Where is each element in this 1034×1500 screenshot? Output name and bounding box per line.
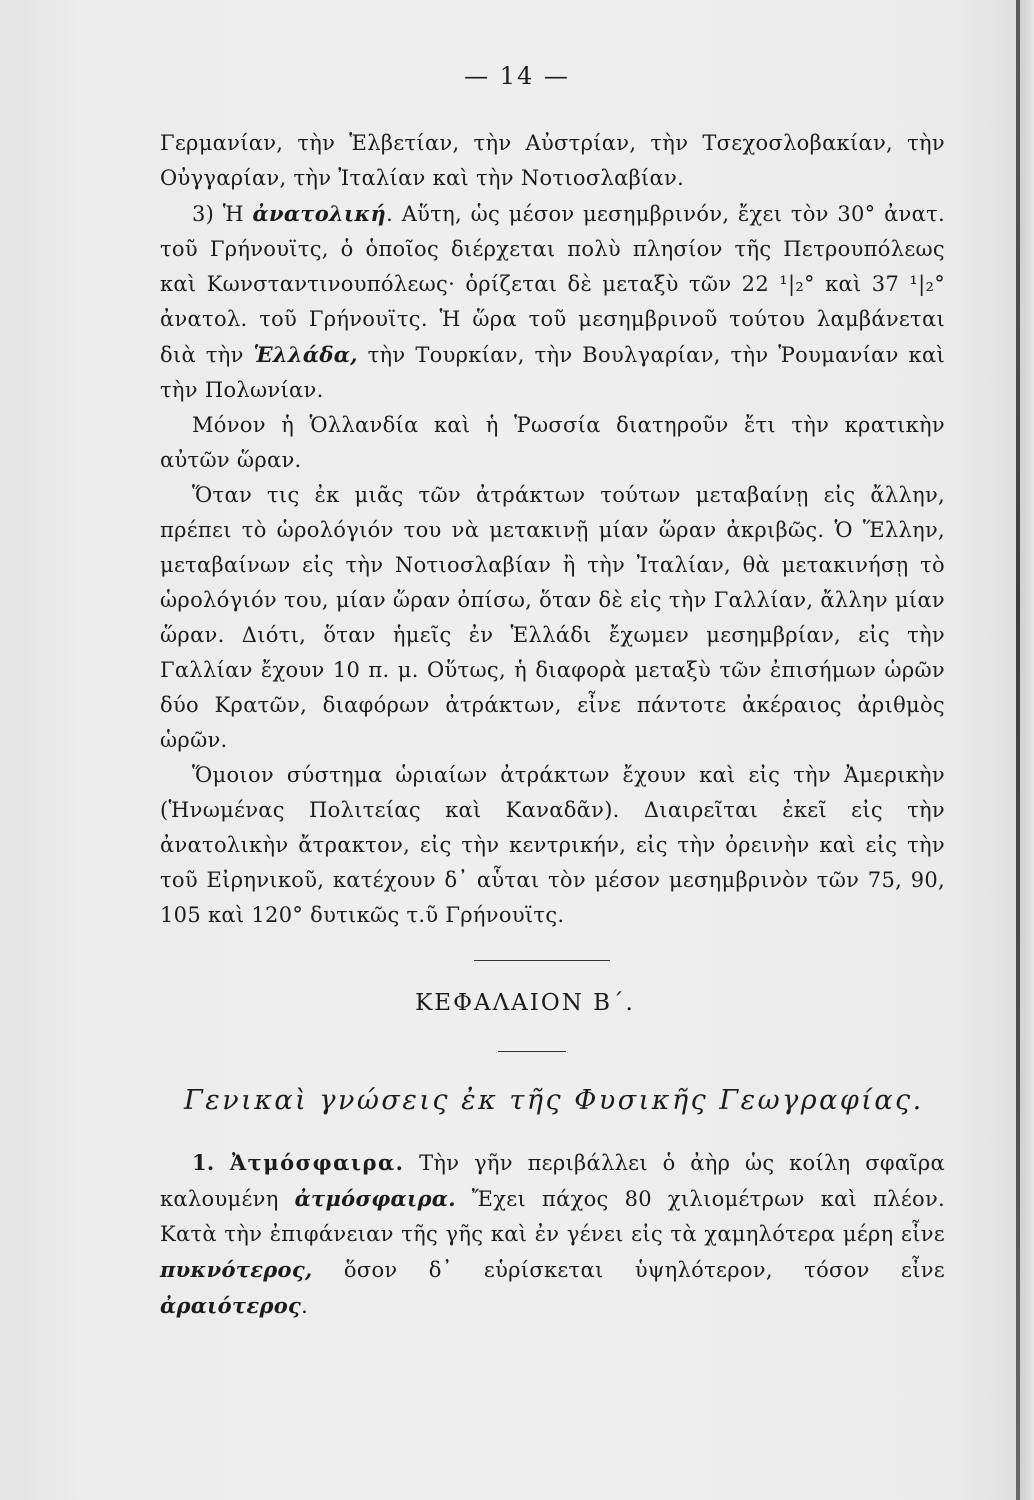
text-run: Ἔχει πάχος 80 χιλιομέτρων καὶ πλέον. Κατὰ τὴν ἐπιφάνειαν τῆς γῆς καὶ ἐν γένει εἰς τὰ χαμηλότερα μέρη εἶνε xyxy=(160,1187,946,1246)
text-run: Μόνον ἡ Ὁλλανδία καὶ ἡ Ῥωσσία διατηροῦν ἔτι τὴν κρατικὴν αὐτῶν ὥραν. xyxy=(160,413,945,472)
divider-rule-bottom xyxy=(498,1051,566,1052)
text-run: τὴν Τουρκίαν, τὴν Βουλγαρίαν, τὴν Ῥουμανίαν καὶ τὴν Πολωνίαν. xyxy=(160,343,945,402)
text-run: ὅσον δ᾽ εὑρίσκεται ὑψηλότερον, τόσον εἶνε xyxy=(312,1258,945,1282)
text-run: Ὅταν τις ἐκ μιᾶς τῶν ἀτράκτων τούτων μεταβαίνῃ εἰς ἄλλην, πρέπει τὸ ὡρολόγιόν του νὰ μετακινῇ μίαν ὥραν ἀκριβῶς. Ὁ Ἕλλην, μεταβαίνων εἰς τὴν Νοτιοσλαβίαν ἢ τὴν Ἰταλίαν, θὰ μετακινήσῃ τὸ ὡρολόγιόν του, μίαν ὥραν ὀπίσω, ὅταν δὲ εἰς τὴν Γαλλίαν, ἄλλην μίαν ὥραν. Διότι, ὅταν ἡμεῖς ἐν Ἑλλάδι ἔχωμεν μεσημβρίαν, εἰς τὴν Γαλλίαν ἔχουν 10 π. μ. Οὕτως, ἡ διαφορὰ μεταξὺ τῶν ἐπισήμων ὡρῶν δύο Κρατῶν, διαφόρων ἀτράκτων, εἶνε πάντοτε ἀκέραιος ἀριθμὸς ὡρῶν. xyxy=(160,483,945,752)
text-run: . xyxy=(301,1294,309,1318)
paragraph-america-zones xyxy=(160,758,945,933)
emphasized-term: ἀτμόσφαιρα. xyxy=(294,1186,456,1211)
paragraph-holland-russia xyxy=(160,408,945,478)
paragraph-continuation xyxy=(160,126,945,196)
page-gutter-shadow xyxy=(1020,0,1034,1500)
paragraph-atmosphere xyxy=(160,1145,945,1324)
item-heading: Ἀτμόσφαιρα. xyxy=(229,1150,405,1175)
page-number: — 14 — xyxy=(464,62,570,90)
text-run: Τὴν γῆν περιβάλλει ὁ ἀὴρ ὡς κοίλη σφαῖρα καλουμένη xyxy=(160,1151,946,1211)
paragraph-time-change xyxy=(160,478,945,758)
chapter-heading: ΚΕΦΑΛΑΙΟΝ Β΄. xyxy=(415,990,635,1016)
page-binding-edge xyxy=(1016,0,1020,1500)
emphasized-term: ἀνατολική xyxy=(252,201,387,226)
item-number: 1. xyxy=(192,1150,230,1175)
section-title: Γενικαὶ γνώσεις ἐκ τῆς Φυσικῆς Γεωγραφίας. xyxy=(184,1085,924,1116)
text-run: 3) Ἡ xyxy=(192,202,253,226)
body-text xyxy=(160,126,945,933)
text-run: . Αὕτη, ὡς μέσον μεσημβρινόν, ἔχει τὸν 30° ἀνατ. τοῦ Γρήνουϊτς, ὁ ὁποῖος διέρχεται πολὺ πλησίον τῆς Πετρουπόλεως καὶ Κωνσταντινουπόλεως· ὁρίζεται δὲ μεταξὺ τῶν 22 ¹|₂° καὶ 37 ¹|₂° ἀνατολ. τοῦ Γρήνουϊτς. Ἡ ὥρα τοῦ μεσημβρινοῦ τούτου λαμβάνεται διὰ τὴν xyxy=(160,202,945,367)
text-run: Ὅμοιον σύστημα ὡριαίων ἀτράκτων ἔχουν καὶ εἰς τὴν Ἀμερικὴν (Ἡνωμένας Πολιτείας καὶ Καναδᾶν). Διαιρεῖται ἐκεῖ εἰς τὴν ἀνατολικὴν ἄτρακτον, εἰς τὴν κεντρικήν, εἰς τὴν ὀρεινὴν καὶ εἰς τὴν τοῦ Εἰρηνικοῦ, κατέχουν δ᾽ αὗται τὸν μέσον μεσημβρινὸν τῶν 75, 90, 105 καὶ 120° δυτικῶς τ.ῦ Γρήνουϊτς. xyxy=(160,763,945,927)
paragraph-eastern-zone xyxy=(160,196,945,408)
divider-rule-top xyxy=(474,960,610,961)
emphasized-term: ἀραιότερος xyxy=(160,1293,302,1318)
text-run: Γερμανίαν, τὴν Ἑλβετίαν, τὴν Αὐστρίαν, τὴν Τσεχοσλοβακίαν, τὴν Οὐγγαρίαν, τὴν Ἰταλίαν καὶ τὴν Νοτιοσλαβίαν. xyxy=(160,131,945,190)
emphasized-term: Ἑλλάδα, xyxy=(253,342,358,367)
emphasized-term: πυκνότερος, xyxy=(160,1257,313,1282)
section-text xyxy=(160,1145,945,1324)
